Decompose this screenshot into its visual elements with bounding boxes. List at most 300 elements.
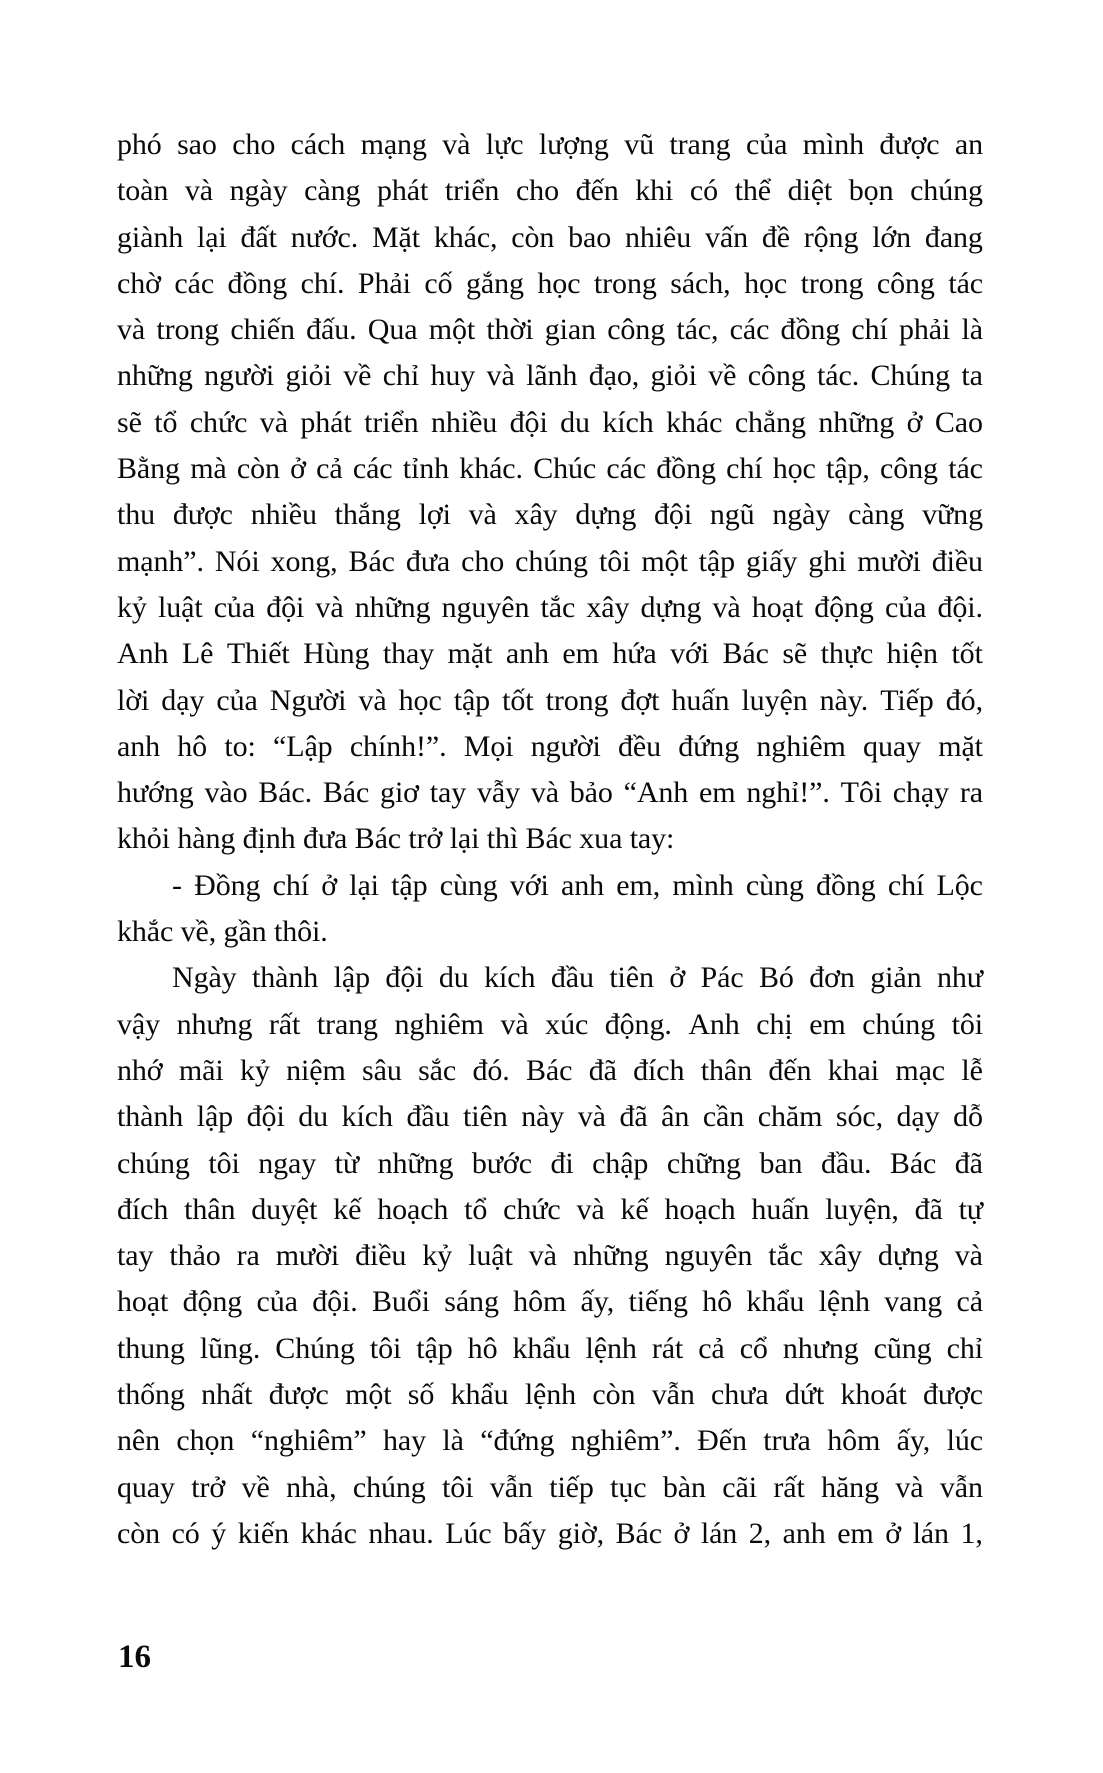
word: lãnh [526,359,578,393]
word: học [772,452,816,486]
word: còn [511,220,555,254]
word: giờ, [557,1516,605,1550]
word: rất [773,1470,805,1504]
word: tay [117,1239,154,1273]
text-line: khỏi hàng định đưa Bác trở lại thì Bác xua tay: [117,822,675,856]
word: thành [252,961,319,995]
text-line [117,585,983,631]
word: đồng [780,313,841,347]
word: kế [333,1192,362,1226]
word: đã [619,1100,648,1134]
word: ấy, [896,1424,931,1458]
word: lợi [418,498,451,532]
word: tập, [826,452,870,486]
word: Thiết [226,637,290,671]
word: khi [635,174,674,208]
word: và [117,313,146,347]
word: ở [906,405,923,439]
text-line [117,1326,983,1372]
word: chúng [352,1470,426,1504]
word: anh [561,868,605,902]
text-line [117,539,983,585]
word: rát [651,1331,684,1365]
word: chờ [117,266,161,300]
word: Nói [214,544,260,578]
word: đội. [937,590,983,624]
word: cãi [722,1470,757,1504]
word: chức [503,1192,561,1226]
word: rất [268,1007,301,1041]
word: trong [545,683,609,717]
word: đợt [620,683,660,717]
word: xây [586,590,630,624]
word: các [729,313,770,347]
word: tôi [951,1007,983,1041]
text-line [117,863,983,909]
word: nhớ [117,1053,163,1087]
word: 2, [748,1516,772,1550]
word: đơn [809,961,855,995]
word: cả [698,1331,725,1365]
word: được [172,498,233,532]
word: nên [117,1424,161,1458]
word: tôi [598,544,631,578]
word: cả [316,452,343,486]
text-line [117,1465,983,1511]
word: chị [756,1007,793,1041]
word: một [428,313,476,347]
word: lán [912,1516,949,1550]
word: khẩu [512,1331,571,1365]
word: hô [177,729,208,763]
word: càng [848,498,905,532]
word: đội [654,498,693,532]
word: mạng [360,128,427,161]
word: ngày [229,174,288,208]
word: thành [117,1100,184,1134]
word: đến [575,174,619,208]
word: tập [391,868,428,902]
word: Chúng [870,359,951,393]
word: đến [768,1053,812,1087]
word: bấy [503,1516,547,1550]
word: dỗ [953,1100,983,1134]
word: thắng [334,498,401,532]
word: sẽ [782,637,808,671]
word: Hùng [303,637,370,671]
word: còn [236,452,280,486]
word: Mọi [463,729,514,763]
word: trang [316,1007,378,1041]
word: sâu [362,1053,402,1087]
word: xây [514,498,558,532]
word: phát [300,405,352,439]
word: hoạch [377,1192,449,1226]
word: tiên [463,1100,508,1134]
word: vấn [704,220,748,254]
word: an [954,128,983,161]
word: động [814,590,874,624]
word: những [572,1239,649,1273]
word: bước [471,1146,532,1180]
word: ở [673,1516,690,1550]
word: tổ [464,1192,488,1226]
word: tiếp [549,1470,594,1504]
text-line [117,215,983,261]
word: chí [887,868,925,902]
text-line [117,1094,983,1140]
word: lệnh [818,1285,870,1319]
word: đồng [656,452,716,486]
word: khẩu [450,1378,509,1412]
word: những [818,405,895,439]
word: tắc [768,1239,803,1273]
word: diệt [787,174,833,208]
word: với [509,868,549,902]
word: đồng [227,266,288,300]
word: thể [734,174,771,208]
word: du [560,405,590,439]
word: tốt [502,683,534,717]
word: ra [959,776,983,810]
word: sao [177,128,217,161]
word: ở [669,961,686,995]
word: triển [444,174,500,208]
word: hôm [827,1424,881,1458]
word: tôi [442,1470,474,1504]
word: nghiêm [394,1007,484,1041]
word: một [641,544,688,578]
word: trong [156,313,220,347]
word: chí [272,868,309,902]
word: tốt [951,637,983,671]
word: gian [544,313,596,347]
word: chiến [230,313,295,347]
word: chẳng [734,405,806,439]
word: thống [117,1378,185,1412]
word: ghi [808,544,847,578]
word: Mặt [371,220,420,254]
word: này. [819,683,869,717]
word: “Lập [273,729,333,763]
word: chững [666,1146,741,1180]
word: chỉ [382,359,420,393]
word: hoạch [664,1192,736,1226]
word: thực [820,637,874,671]
word: thảo [169,1239,221,1273]
word: tay [429,776,467,810]
word: về [708,359,737,393]
word: chập [592,1146,649,1180]
word: tác [948,452,983,486]
word: lũng. [199,1331,261,1365]
word: những [377,1146,454,1180]
word: tiếng [628,1285,688,1319]
word: mười [857,544,921,578]
word: mà [190,452,227,486]
word: tác, [676,313,719,347]
word: giản [870,961,922,995]
word: của [256,1285,298,1319]
word: mặt [447,637,493,671]
text-line [117,724,983,770]
word: trong [593,266,657,300]
word: Người [269,683,347,717]
word: giỏi [285,359,332,393]
word: các [606,452,647,486]
word: chưa [711,1378,769,1412]
word: vậy [117,1007,161,1041]
word: bảo [569,776,613,810]
word: những [354,590,431,624]
word: toàn [117,174,169,208]
word: Bác [322,776,370,810]
word: và [468,498,497,532]
word: Đồng [194,868,261,902]
word: tục [610,1470,647,1504]
word: đầu [406,1100,450,1134]
word: đó. [472,1053,510,1087]
word: và [528,1239,557,1273]
word: tỉnh [402,452,450,486]
word: hứa [612,637,657,671]
word: anh [782,1516,826,1550]
word: đã [914,1192,943,1226]
word: Đến [697,1424,747,1458]
word: Bằng [117,452,180,486]
word: nhưng [782,1331,859,1365]
word: Bác [889,1146,937,1180]
word: được [268,1378,329,1412]
word: sóc, [835,1100,883,1134]
word: số [407,1378,435,1412]
word: ý [211,1516,227,1550]
word: tổ [154,405,178,439]
word: chí [851,313,888,347]
word: Cao [934,405,983,439]
word: khác. [459,452,523,486]
word: kích [341,1100,393,1134]
word: ngũ [709,498,755,532]
word: Anh [117,637,169,671]
word: được [922,1378,983,1412]
word: đầu [550,961,594,995]
word: đất [240,220,277,254]
word: xúc [545,1007,589,1041]
word: tôi [369,1331,402,1365]
text-line [117,1372,983,1418]
word: lại [349,868,379,902]
word: Bó [759,961,794,995]
word: cách [290,128,346,161]
word: Qua [367,313,418,347]
word: kỷ [422,1239,453,1273]
word: khoát [840,1378,907,1412]
word: tác. [817,359,860,393]
word: em [809,1007,846,1041]
word: “đứng [480,1424,555,1458]
word: trang [669,128,731,161]
word: du [438,961,469,995]
word: ân [661,1100,690,1134]
word: bàn [662,1470,706,1504]
word: các [174,266,215,300]
word: và [954,1239,983,1273]
word: giỏi [650,359,697,393]
word: Anh [688,1007,740,1041]
text-line [117,678,983,724]
word: trong [800,266,864,300]
word: giành [117,220,184,254]
word: đó, [945,683,983,717]
word: lúc [946,1424,983,1458]
word: tập [453,683,491,717]
word: nghiêm [756,729,846,763]
word: chọn [176,1424,235,1458]
word: quay [117,1470,175,1504]
word: từ [334,1146,360,1180]
text-line: khắc về, gần thôi. [117,915,328,949]
word: và [184,174,213,208]
word: học [398,683,442,717]
word: tác [948,266,983,300]
word: du [298,1100,329,1134]
word: giơ [380,776,419,810]
word: chí [726,452,763,486]
word: xong, [270,544,338,578]
text-line [117,400,983,446]
word: đội. [312,1285,358,1319]
word: mạc [895,1053,946,1087]
word: công [607,313,666,347]
text-line [117,1187,983,1233]
word: ở [321,868,337,902]
word: học [537,266,581,300]
word: chạy [892,776,950,810]
word: tiên [609,961,654,995]
word: cùng [439,868,498,902]
word: và [486,359,515,393]
word: chính!”. [349,729,447,763]
text-line [117,1048,983,1094]
word: vào [204,776,248,810]
word: điều [931,544,983,578]
word: tập [416,1331,453,1365]
word: Chúng [275,1331,355,1365]
word: huấn [751,1192,810,1226]
word: chí. [300,266,345,300]
word: đội [246,1100,285,1134]
text-line [117,1002,983,1048]
word: và [358,683,387,717]
word: lực [485,128,524,161]
word: Ngày [172,961,237,995]
word: em [562,637,599,671]
word: Bác [526,1053,573,1087]
text-column [117,122,983,1557]
word: rộng [803,220,859,254]
word: tắc [540,590,576,624]
word: kỷ [239,1053,270,1087]
word: đấu. [306,313,357,347]
word: tôi [208,1146,240,1180]
word: ngay [258,1146,317,1180]
word: khẩu [746,1285,805,1319]
word: hôm [513,1285,567,1319]
word: lại [196,220,227,254]
word: khai [827,1053,879,1087]
word: đứng [678,729,740,763]
word: Lê [181,637,214,671]
text-line [117,1418,983,1464]
word: nhiều [250,498,317,532]
word: 1, [960,1516,983,1550]
word: đang [924,220,983,254]
text-line [117,955,983,1001]
word: còn [592,1378,636,1412]
word: nghiêm”. [570,1424,681,1458]
word: càng [304,174,361,208]
word: đội [509,405,548,439]
word: hoạt [751,590,804,624]
word: khác [666,405,723,439]
word: khác [300,1516,357,1550]
word: động. [604,1007,672,1041]
word: đồng [816,868,876,902]
word: sẽ [117,405,142,439]
word: được [879,128,940,161]
word: học [744,266,788,300]
word: Bác [615,1516,662,1550]
text-line [117,307,983,353]
word: về [343,359,372,393]
word: đã [588,1053,617,1087]
word: sáng [444,1285,499,1319]
word: mạnh”. [117,544,204,578]
word: nước. [290,220,359,254]
word: còn [117,1516,161,1550]
word: nhất [201,1378,253,1412]
text-line [117,261,983,307]
word: lập [196,1100,234,1134]
word: vũ [624,128,655,161]
word: đạo, [588,359,640,393]
word: chúng [515,544,588,578]
word: mặt [938,729,983,763]
word: thân [184,1192,236,1226]
word: công [876,266,935,300]
word: đội [266,590,305,624]
word: Phải [357,266,411,300]
word: vẫn [651,1378,695,1412]
word: hoạt [117,1285,169,1319]
word: đề [761,220,790,254]
word: “nghiêm” [250,1424,367,1458]
word: lễ [961,1053,983,1087]
text-line [117,168,983,214]
word: lớn [872,220,912,254]
text-line [117,492,983,538]
word: chúng [910,174,983,208]
word: lán [700,1516,738,1550]
word: dựng [640,590,702,624]
word: Tiếp [880,683,934,717]
word: triển [364,405,419,439]
word: “Anh [623,776,689,810]
word: của [745,128,788,161]
word: tập [698,544,736,578]
word: phải [898,313,951,347]
